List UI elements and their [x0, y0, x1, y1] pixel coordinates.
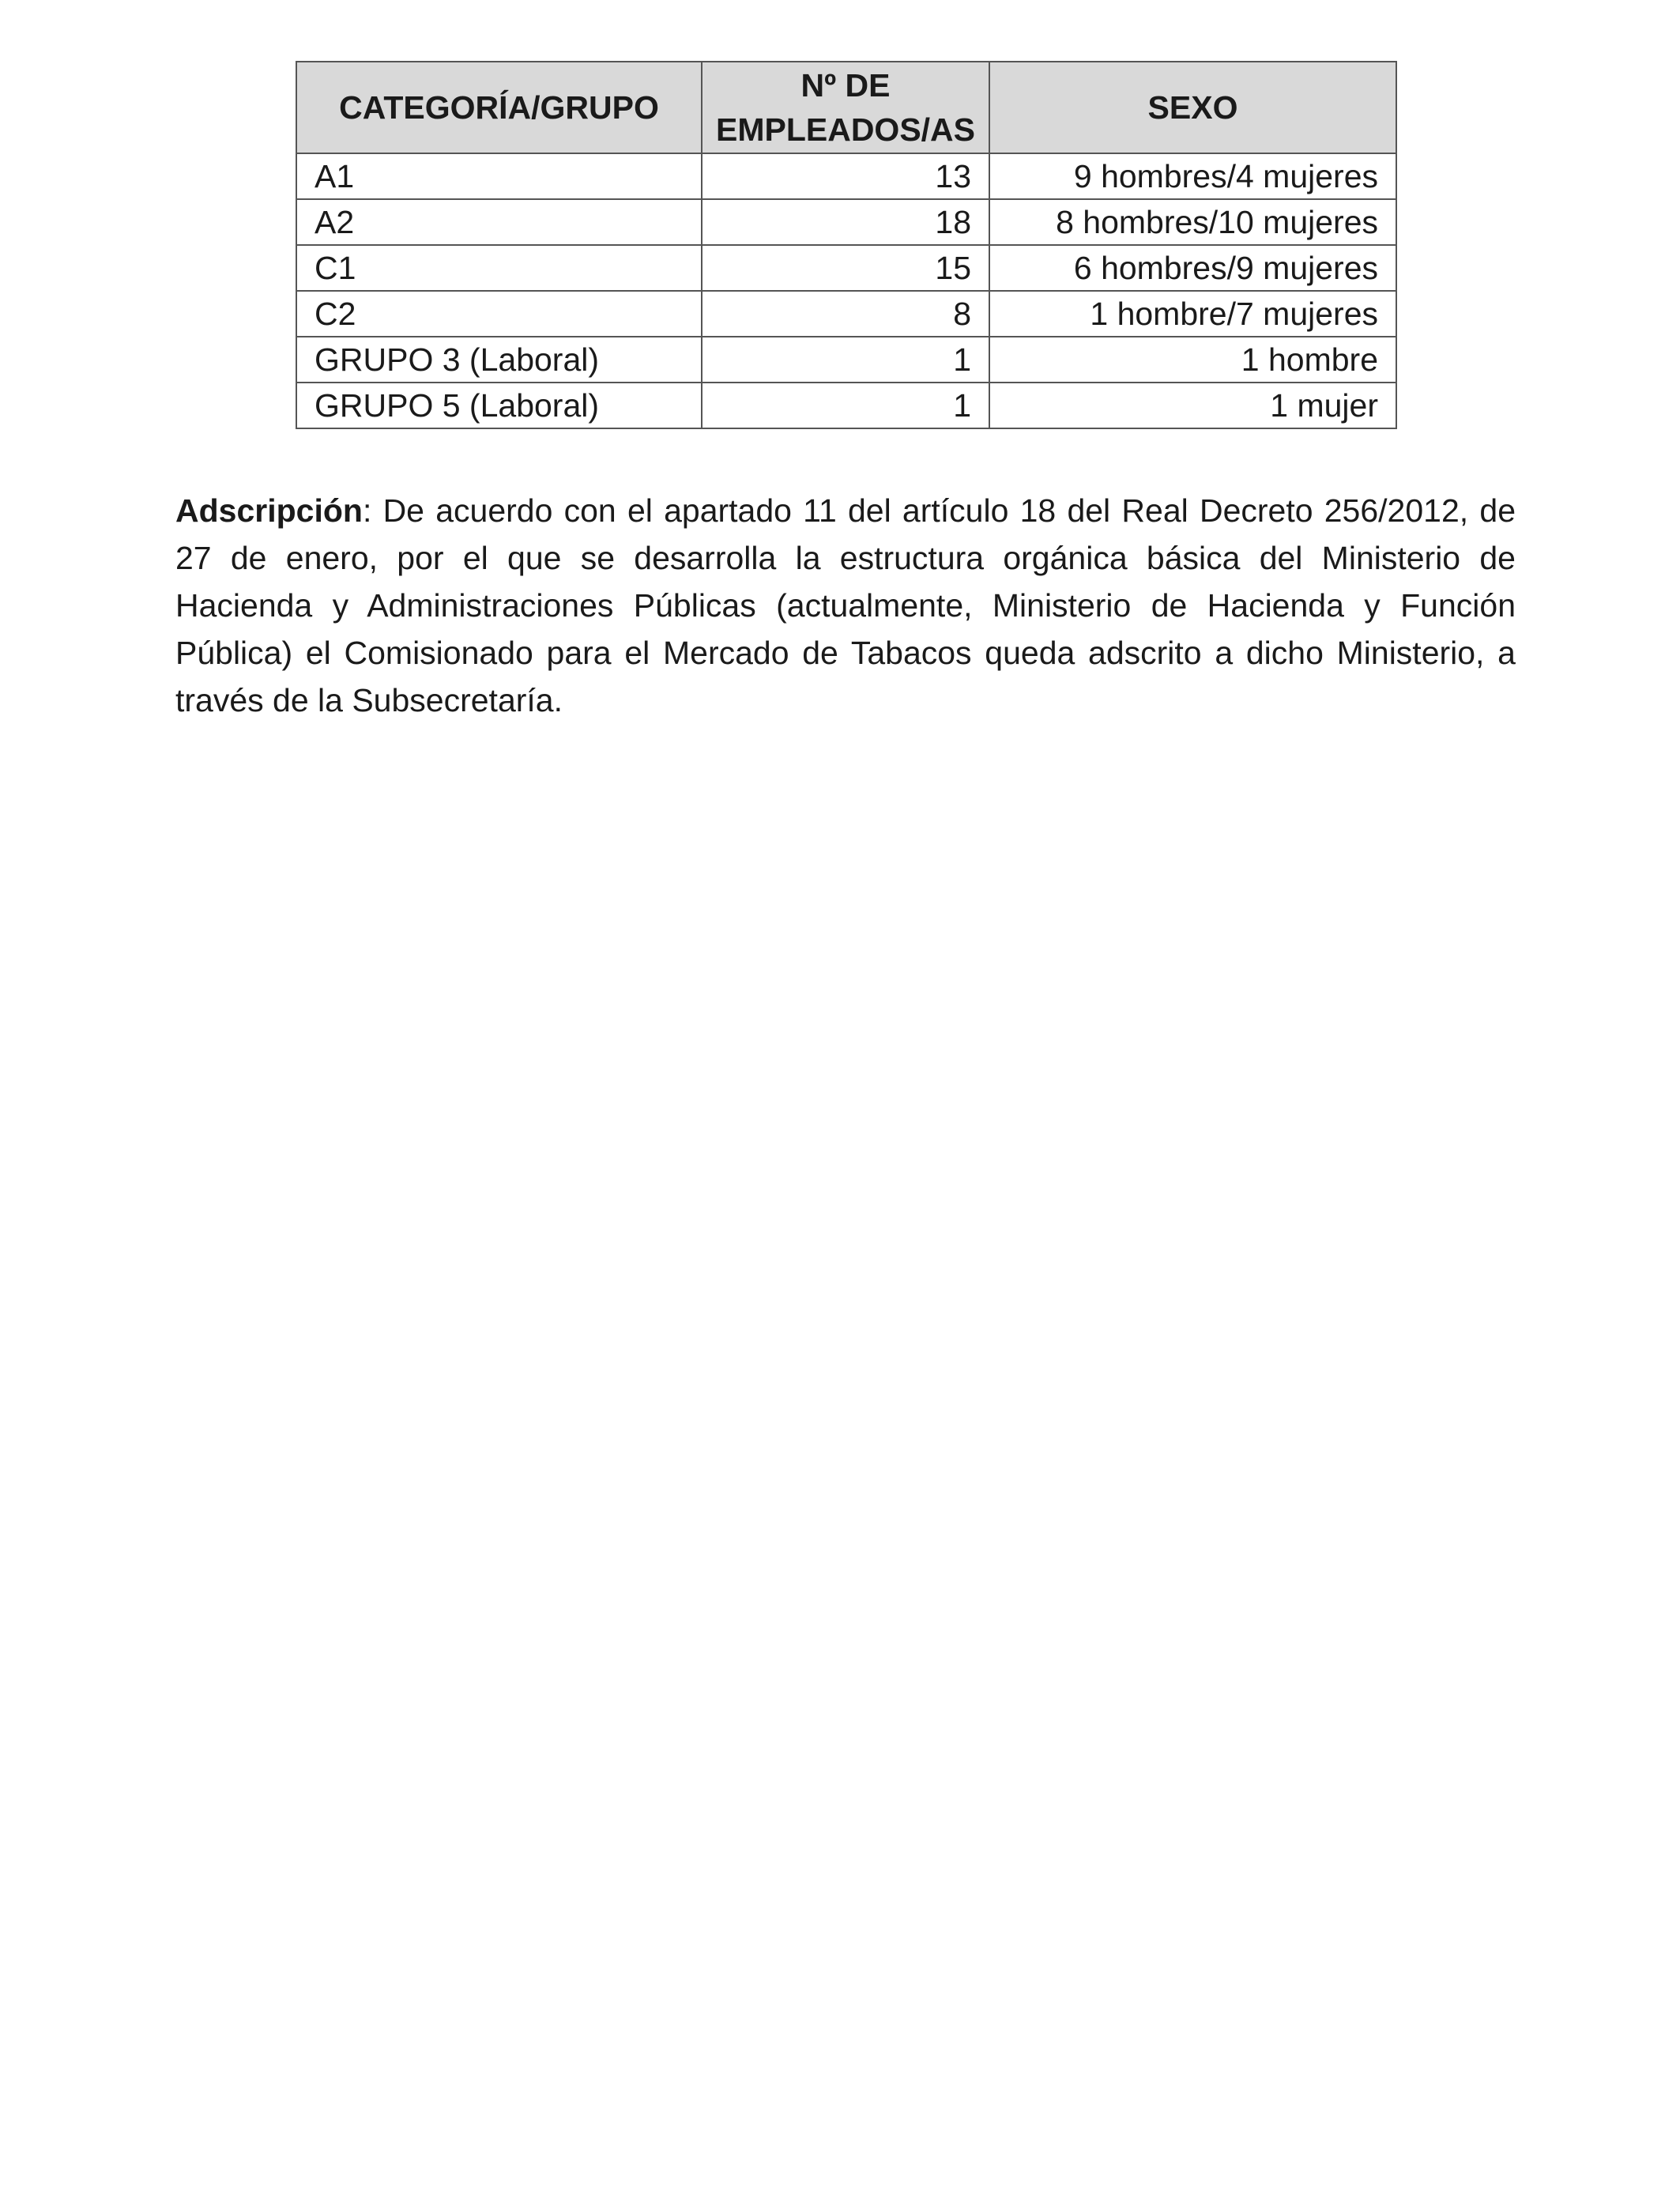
- header-employees-line2: EMPLEADOS/AS: [715, 111, 976, 148]
- table-row: [296, 337, 1396, 383]
- row-employees: 18: [702, 199, 989, 245]
- row-category: C1: [296, 245, 702, 291]
- paragraph-lead: Adscripción: [175, 492, 363, 529]
- header-sex: [989, 62, 1396, 153]
- row-sex: 1 mujer: [989, 383, 1396, 428]
- table-row: [296, 245, 1396, 291]
- row-category: A2: [296, 199, 702, 245]
- row-category: A1: [296, 153, 702, 199]
- row-sex: 1 hombre/7 mujeres: [989, 291, 1396, 337]
- header-employees: [702, 62, 989, 153]
- adscripcion-paragraph: [175, 487, 1516, 724]
- paragraph-text: : De acuerdo con el apartado 11 del artículo 18 del Real Decreto 256/2012, de 27 de enero, por el que se desarrolla la estructura orgánica básica del Ministerio de Hacienda y Administraciones Públicas (actualmente, Ministerio de Hacienda y Función Pública) el Comisionado para el Mercado de Tabacos queda adscrito a dicho Ministerio, a través de la Subsecretaría.: [175, 492, 1516, 718]
- row-category: GRUPO 5 (Laboral): [296, 383, 702, 428]
- header-employees-line1: Nº DE: [800, 67, 891, 104]
- table-row: [296, 291, 1396, 337]
- staff-table: [296, 61, 1397, 429]
- table-row: [296, 199, 1396, 245]
- row-sex: 6 hombres/9 mujeres: [989, 245, 1396, 291]
- table-body: [296, 153, 1396, 428]
- row-employees: 8: [702, 291, 989, 337]
- table-header: [296, 62, 1396, 153]
- row-sex: 9 hombres/4 mujeres: [989, 153, 1396, 199]
- header-category: [296, 62, 702, 153]
- row-category: GRUPO 3 (Laboral): [296, 337, 702, 383]
- row-employees: 1: [702, 383, 989, 428]
- row-sex: 8 hombres/10 mujeres: [989, 199, 1396, 245]
- row-employees: 1: [702, 337, 989, 383]
- table-row: [296, 153, 1396, 199]
- header-sex-label: SEXO: [1147, 89, 1238, 126]
- row-sex: 1 hombre: [989, 337, 1396, 383]
- row-employees: 15: [702, 245, 989, 291]
- table-row: [296, 383, 1396, 428]
- header-category-label: CATEGORÍA/GRUPO: [339, 89, 659, 126]
- row-category: C2: [296, 291, 702, 337]
- row-employees: 13: [702, 153, 989, 199]
- header-row: [296, 62, 1396, 153]
